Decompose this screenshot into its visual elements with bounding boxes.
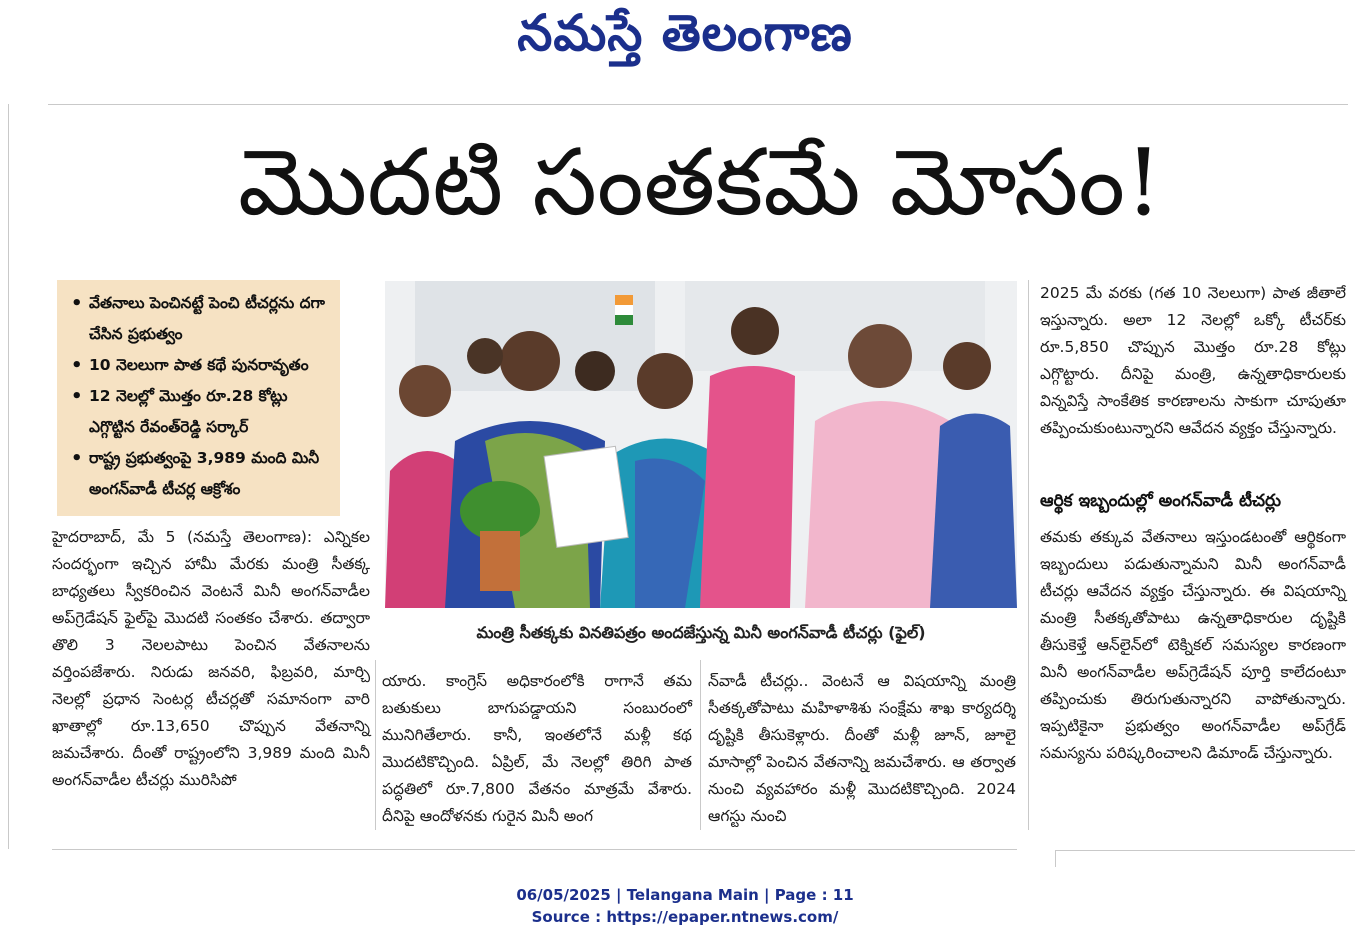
column-divider-2 (700, 660, 701, 830)
section-subheading: ఆర్థిక ఇబ్బందుల్లో అంగన్‌వాడీ టీచర్లు (1040, 491, 1282, 511)
highlight-item: • 12 నెలల్లో మొత్తం రూ.28 కోట్లు ఎగ్గొట్టిన రేవంత్‌రెడ్డి సర్కార్ (67, 381, 332, 443)
highlight-item: • రాష్ట్ర ప్రభుత్వంపై 3,989 మంది మినీ అంగన్‌వాడీ టీచర్ల ఆక్రోశం (67, 443, 332, 505)
article-column-4: 2025 మే వరకు (గత 10 నెలలుగా) పాత జీతాలే ఇస్తున్నారు. అలా 12 నెలల్లో ఒక్కో టీచర్‌కు రూ.5,850 చొప్పున మొత్తం రూ.28 కోట్లు ఎగ్గొట్టారు. దీనిపై మంత్రి, ఉన్నతాధికారులకు విన్నవిస్తే సాంకేతిక కారణాలను సాకుగా చూపుతూ తప్పించుకుంటున్నారని ఆవేదన వ్యక్తం చేస్తున్నారు. (1040, 284, 1346, 437)
masthead (0, 0, 1370, 80)
highlights-box (57, 280, 340, 516)
right-bottom-divider (1055, 850, 1355, 851)
highlight-item: • వేతనాలు పెంచినట్టే పెంచి టీచర్లను దగా చేసిన ప్రభుత్వం (67, 288, 332, 350)
column-divider-3 (1028, 280, 1029, 830)
headline: మొదటి సంతకమే మోసం! (237, 129, 1162, 236)
top-divider (48, 104, 1348, 105)
footer-date-edition: 06/05/2025 | Telangana Main | Page : 11 (516, 886, 854, 904)
left-edge-divider (8, 104, 9, 849)
news-photo (385, 281, 1017, 608)
footer-source-link[interactable]: Source : https://epaper.ntnews.com/ (531, 908, 839, 926)
article-column-4-continued: తమకు తక్కువ వేతనాలు ఇస్తుండటంతో ఆర్థికంగా ఇబ్బందులు పడుతున్నామని మినీ అంగన్‌వాడీ టీచర్లు ఆవేదన వ్యక్తం చేస్తున్నారు. ఈ విషయాన్ని మంత్రి సీతక్కతోపాటు ఉన్నతాధికారుల దృష్టికి తీసుకెళ్తే ఆన్‌లైన్‌లో టెక్నికల్ సమస్యల కారణంగా మినీ అంగన్‌వాడీల అప్‌గ్రెడేషన్ పూర్తి కాలేదంటూ తప్పించుకు తిరుగుతున్నారని వాపోతున్నారు. ఇప్పటికైనా ప్రభుత్వం అంగన్‌వాడీల అప్‌గ్రేడ్ సమస్యను పరిష్కరించాలని డిమాండ్ చేస్తున్నారు. (1040, 528, 1346, 762)
article-column-3: న్‌వాడీ టీచర్లు.. వెంటనే ఆ విషయాన్ని మంత్రి సీతక్కతోపాటు మహిళాశిశు సంక్షేమ శాఖ కార్యదర్శి దృష్టికి తీసుకెళ్లారు. దీంతో మళ్లీ జూన్, జూలై మాసాల్లో పెంచిన వేతనాన్ని జమచేశారు. ఆ తర్వాత నుంచి వ్యవహారం మళ్లీ మొదటికొచ్చింది. 2024 ఆగస్టు నుంచి (708, 672, 1016, 825)
right-bottom-vertical (1055, 850, 1056, 867)
newspaper-logo: నమస్తే తెలంగాణ (517, 4, 853, 62)
column-divider-1 (375, 660, 376, 830)
article-column-2: యారు. కాంగ్రెస్ అధికారంలోకి రాగానే తమ బతుకులు బాగుపడ్డాయని సంబురంలో మునిగితేలారు. కానీ, ఇంతలోనే మళ్లీ కథ మొదటికొచ్చింది. ఏప్రిల్, మే నెలల్లో తిరిగి పాత పద్ధతిలో రూ.7,800 వేతనం మాత్రమే వేశారు. దీనిపై ఆందోళనకు గురైన మినీ అంగ (382, 672, 692, 825)
photo-caption: మంత్రి సీతక్కకు వినతిపత్రం అందజేస్తున్న మినీ అంగన్‌వాడీ టీచర్లు (ఫైల్) (476, 623, 926, 642)
photo-illustration (385, 281, 1017, 608)
article-column-1: హైదరాబాద్, మే 5 (నమస్తే తెలంగాణ): ఎన్నికల సందర్భంగా ఇచ్చిన హామీ మేరకు మంత్రి సీతక్క బాధ్యతలు స్వీకరించిన వెంటనే మినీ అంగన్‌వాడీల అప్‌గ్రెడేషన్ ఫైల్‌పై మొదటి సంతకం చేశారు. తద్వారా తొలి 3 నెలలపాటు పెంచిన వేతనాలను వర్తింపజేశారు. నిరుడు జనవరి, ఫిబ్రవరి, మార్చి నెలల్లో ప్రధాన సెంటర్ల టీచర్లతో సమానంగా వారి ఖాతాల్లో రూ.13,650 చొప్పున వేతనాన్ని జమచేశారు. దీంతో రాష్ట్రంలోని 3,989 మంది మినీ అంగన్‌వాడీల టీచర్లు మురిసిపో (52, 528, 370, 789)
bottom-divider (52, 849, 1017, 850)
highlight-item: • 10 నెలలుగా పాత కథే పునరావృతం (67, 350, 332, 381)
